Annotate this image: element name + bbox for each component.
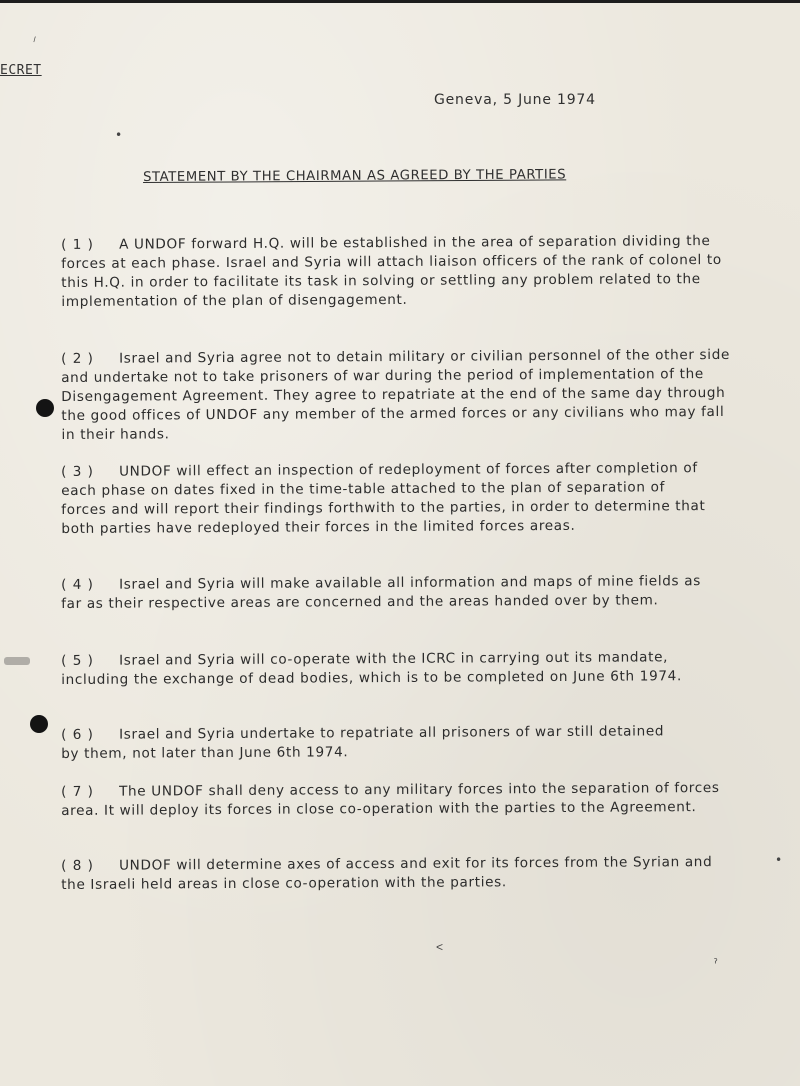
paragraph-text: The UNDOF shall deny access to any military forces into the separation of forces area. It will deploy its forces in close co-operation with the parties to the Agreement. — [61, 779, 720, 819]
paragraph-7 — [61, 779, 736, 821]
paragraph-4 — [61, 572, 721, 614]
paragraph-text: Israel and Syria will co-operate with the ICRC in carrying out its mandate, including the exchange of dead bodies, which is to be completed on June 6th 1974. — [61, 649, 682, 688]
paragraph-1 — [61, 232, 736, 312]
paragraph-number: ( 5 ) — [61, 652, 95, 669]
punch-hole-top — [36, 399, 54, 417]
corner-pen-mark: ⸝ — [27, 29, 40, 45]
stray-mark: • — [115, 128, 123, 142]
paragraph-8 — [61, 853, 721, 895]
classification-marking: ECRET — [0, 63, 42, 78]
paragraph-text: Israel and Syria will make available all information and maps of mine fields as far as their respective areas are concerned and the areas handed over by them. — [61, 573, 701, 612]
paragraph-number: ( 4 ) — [61, 576, 95, 593]
stray-mark: ˀ — [712, 958, 720, 972]
paragraph-text: A UNDOF forward H.Q. will be established in the area of separation dividing the forces at each phase. Israel and Syria will attach liaison officers of the rank of colonel to this H.Q. in order to facilitate its task in solving or settling any problem related to the implementation of the plan of disengagement. — [61, 233, 722, 310]
paragraph-number: ( 2 ) — [61, 350, 95, 367]
stray-mark: • — [775, 853, 783, 867]
punch-hole-bottom — [30, 715, 48, 733]
stray-mark: ˂ — [436, 940, 444, 954]
paragraph-6 — [61, 722, 686, 764]
paragraph-5 — [61, 648, 711, 690]
paragraph-3 — [61, 459, 709, 539]
paragraph-number: ( 7 ) — [61, 783, 95, 800]
paragraph-number: ( 1 ) — [61, 236, 95, 253]
paragraph-2 — [61, 346, 732, 445]
paragraph-text: UNDOF will determine axes of access and exit for its forces from the Syrian and the Israeli held areas in close co-operation with the parties. — [61, 854, 713, 893]
date-line: Geneva, 5 June 1974 — [434, 92, 596, 108]
paragraph-text: UNDOF will effect an inspection of redeployment of forces after completion of each phase on dates fixed in the time-table attached to the plan of separation of forces and will report their findings forthwith to the parties, in order to determine that both parties have redeployed their forces in the limited forces areas. — [61, 460, 706, 537]
paragraph-number: ( 3 ) — [61, 463, 95, 480]
page-top-edge — [0, 0, 800, 3]
paragraph-number: ( 6 ) — [61, 726, 95, 743]
paragraph-text: Israel and Syria agree not to detain military or civilian personnel of the other side and undertake not to take prisoners of war during the period of implementation of the Disengagement Agreement. They agree to repatriate at the end of the same day through the good offices of UNDOF any member of the armed forces or any civilians who may fall in their hands. — [61, 346, 731, 443]
paragraph-number: ( 8 ) — [61, 857, 95, 874]
margin-smudge — [4, 657, 30, 665]
paragraph-text: Israel and Syria undertake to repatriate all prisoners of war still detained by them, not later than June 6th 1974. — [61, 723, 665, 762]
document-title: STATEMENT BY THE CHAIRMAN AS AGREED BY THE PARTIES — [143, 167, 567, 185]
